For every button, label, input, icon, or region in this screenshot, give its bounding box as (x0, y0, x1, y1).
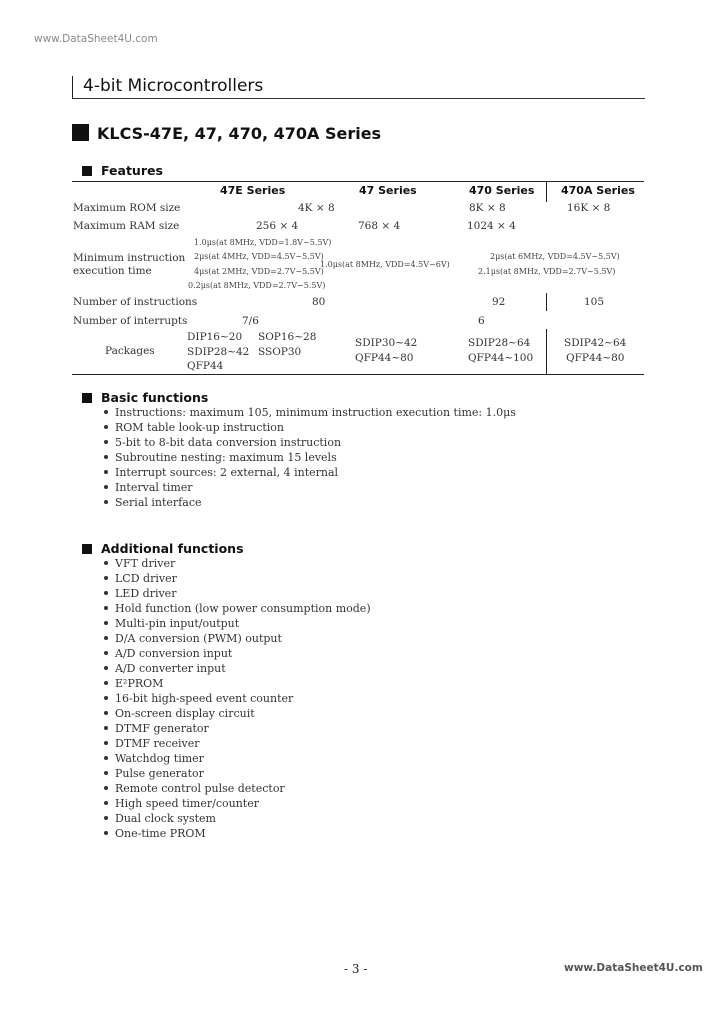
row-label-exec-2: execution time (73, 265, 152, 277)
list-item (104, 676, 371, 691)
ram-47e: 256 × 4 (256, 220, 299, 232)
list-item (104, 420, 516, 435)
row-label-exec-1: Minimum instruction (73, 252, 186, 264)
bullet-icon (104, 561, 108, 565)
interrupts-47e: 7/6 (242, 315, 259, 327)
bullet-icon (104, 741, 108, 745)
bullet-icon (104, 681, 108, 685)
list-item (104, 465, 516, 480)
watermark-bottom: www.DataSheet4U.com (564, 962, 703, 974)
bullet-icon (104, 500, 108, 504)
page-title: 4-bit Microcontrollers (83, 76, 264, 96)
row-label-packages: Packages (105, 345, 155, 357)
bullet-icon (104, 666, 108, 670)
ram-47: 768 × 4 (358, 220, 401, 232)
bullet-icon (104, 696, 108, 700)
list-item-text: Hold function (low power consumption mode) (115, 602, 371, 615)
bullet-icon (104, 711, 108, 715)
list-item-text: DTMF generator (115, 722, 209, 735)
list-item-text: 16-bit high-speed event counter (115, 692, 294, 705)
additional-functions-heading-text: Additional functions (101, 541, 244, 556)
bullet-icon (104, 410, 108, 414)
list-item-text: Multi-pin input/output (115, 617, 240, 630)
list-item (104, 661, 371, 676)
list-item-text: A/D conversion input (115, 647, 233, 660)
ram-470: 1024 × 4 (467, 220, 516, 232)
bullet-icon (104, 576, 108, 580)
list-item (104, 631, 371, 646)
bullet-icon (104, 831, 108, 835)
list-item (104, 766, 371, 781)
row-label-rom: Maximum ROM size (73, 202, 181, 214)
instructions-470a: 105 (584, 296, 605, 308)
pkg-47e-2: SOP16~28 (258, 331, 317, 343)
additional-functions-list (104, 556, 371, 841)
features-heading-text: Features (101, 163, 163, 178)
page-title-bar (72, 76, 645, 99)
rom-47: 4K × 8 (298, 202, 335, 214)
list-item-text: Serial interface (115, 496, 202, 509)
exec-47e-3: 4μs(at 2MHz, VDD=2.7V~5.5V) (194, 267, 324, 276)
list-item-text: DTMF receiver (115, 737, 200, 750)
row-label-ram: Maximum RAM size (73, 220, 180, 232)
list-item (104, 811, 371, 826)
list-item-text: ROM table look-up instruction (115, 421, 284, 434)
instructions-470: 92 (492, 296, 506, 308)
pkg-47-1: SDIP30~42 (355, 337, 418, 349)
bullet-icon (104, 621, 108, 625)
watermark-top: www.DataSheet4U.com (34, 33, 158, 45)
bullet-icon (104, 591, 108, 595)
bullet-icon (104, 801, 108, 805)
list-item-text: LED driver (115, 587, 177, 600)
list-item (104, 480, 516, 495)
page-number: - 3 - (344, 962, 368, 976)
list-item (104, 721, 371, 736)
list-item-text: Instructions: maximum 105, minimum instruction execution time: 1.0μs (115, 406, 516, 419)
bullet-icon (104, 786, 108, 790)
bullet-icon (104, 455, 108, 459)
list-item-text: One-time PROM (115, 827, 206, 840)
square-bullet-icon (82, 393, 92, 403)
header-47e: 47E Series (220, 184, 286, 197)
list-item (104, 616, 371, 631)
table-divider (546, 182, 547, 202)
series-title-text: KLCS-47E, 47, 470, 470A Series (97, 124, 382, 143)
pkg-470a-2: QFP44~80 (566, 352, 625, 364)
list-item-text: On-screen display circuit (115, 707, 255, 720)
bullet-icon (104, 606, 108, 610)
pkg-47-2: QFP44~80 (355, 352, 414, 364)
pkg-47e-5: QFP44 (187, 360, 224, 372)
pkg-470a-1: SDIP42~64 (564, 337, 627, 349)
bullet-icon (104, 771, 108, 775)
list-item (104, 556, 371, 571)
instructions-47e-47: 80 (312, 296, 326, 308)
list-item (104, 796, 371, 811)
square-bullet-icon (82, 166, 92, 176)
series-title (72, 124, 381, 143)
list-item (104, 781, 371, 796)
bullet-icon (104, 651, 108, 655)
bullet-icon (104, 726, 108, 730)
list-item-text: LCD driver (115, 572, 177, 585)
list-item (104, 826, 371, 841)
table-divider (546, 293, 547, 311)
bullet-icon (104, 470, 108, 474)
list-item (104, 706, 371, 721)
list-item (104, 435, 516, 450)
list-item (104, 601, 371, 616)
row-label-instructions: Number of instructions (73, 296, 198, 308)
list-item (104, 495, 516, 510)
basic-functions-list (104, 405, 516, 510)
rom-470a: 16K × 8 (567, 202, 611, 214)
interrupts-470: 6 (478, 315, 485, 327)
bullet-icon (104, 636, 108, 640)
bullet-icon (104, 440, 108, 444)
exec-47e-4: 0.2μs(at 8MHz, VDD=2.7V~5.5V) (188, 281, 326, 290)
pkg-470-2: QFP44~100 (468, 352, 534, 364)
list-item-text: A/D converter input (115, 662, 226, 675)
pkg-47e-3: SDIP28~42 (187, 346, 250, 358)
list-item (104, 586, 371, 601)
list-item (104, 571, 371, 586)
pkg-47e-4: SSOP30 (258, 346, 302, 358)
list-item (104, 405, 516, 420)
exec-47e-1: 1.0μs(at 8MHz, VDD=1.8V~5.5V) (194, 238, 332, 247)
exec-470-1: 2μs(at 6MHz, VDD=4.5V~5.5V) (490, 252, 620, 261)
basic-functions-heading (82, 390, 208, 405)
bullet-icon (104, 816, 108, 820)
list-item-text: Interrupt sources: 2 external, 4 internal (115, 466, 339, 479)
additional-functions-heading (82, 541, 244, 556)
square-bullet-icon (82, 544, 92, 554)
list-item-text: Interval timer (115, 481, 193, 494)
header-47: 47 Series (359, 184, 417, 197)
list-item (104, 691, 371, 706)
features-heading (82, 163, 163, 178)
bullet-icon (104, 425, 108, 429)
bullet-icon (104, 756, 108, 760)
list-item-text: D/A conversion (PWM) output (115, 632, 282, 645)
list-item-text: 5-bit to 8-bit data conversion instruction (115, 436, 342, 449)
rom-470: 8K × 8 (469, 202, 506, 214)
list-item-text: E²PROM (115, 677, 164, 690)
exec-47e-2: 2μs(at 4MHz, VDD=4.5V~5.5V) (194, 252, 324, 261)
exec-470-2: 2.1μs(at 8MHz, VDD=2.7V~5.5V) (478, 267, 616, 276)
row-label-interrupts: Number of interrupts (73, 315, 188, 327)
list-item-text: Pulse generator (115, 767, 204, 780)
list-item (104, 736, 371, 751)
list-item (104, 751, 371, 766)
basic-functions-heading-text: Basic functions (101, 390, 209, 405)
exec-47: 1.0μs(at 8MHz, VDD=4.5V~6V) (320, 260, 450, 269)
pkg-470-1: SDIP28~64 (468, 337, 531, 349)
bullet-icon (104, 485, 108, 489)
list-item-text: VFT driver (115, 557, 176, 570)
pkg-47e-1: DIP16~20 (187, 331, 243, 343)
list-item-text: Subroutine nesting: maximum 15 levels (115, 451, 337, 464)
features-table (72, 181, 644, 375)
header-470: 470 Series (469, 184, 535, 197)
list-item-text: Watchdog timer (115, 752, 204, 765)
square-bullet-icon (72, 124, 89, 141)
table-divider (546, 329, 547, 374)
header-470a: 470A Series (561, 184, 635, 197)
list-item (104, 646, 371, 661)
list-item-text: Remote control pulse detector (115, 782, 285, 795)
list-item-text: Dual clock system (115, 812, 216, 825)
list-item (104, 450, 516, 465)
list-item-text: High speed timer/counter (115, 797, 259, 810)
